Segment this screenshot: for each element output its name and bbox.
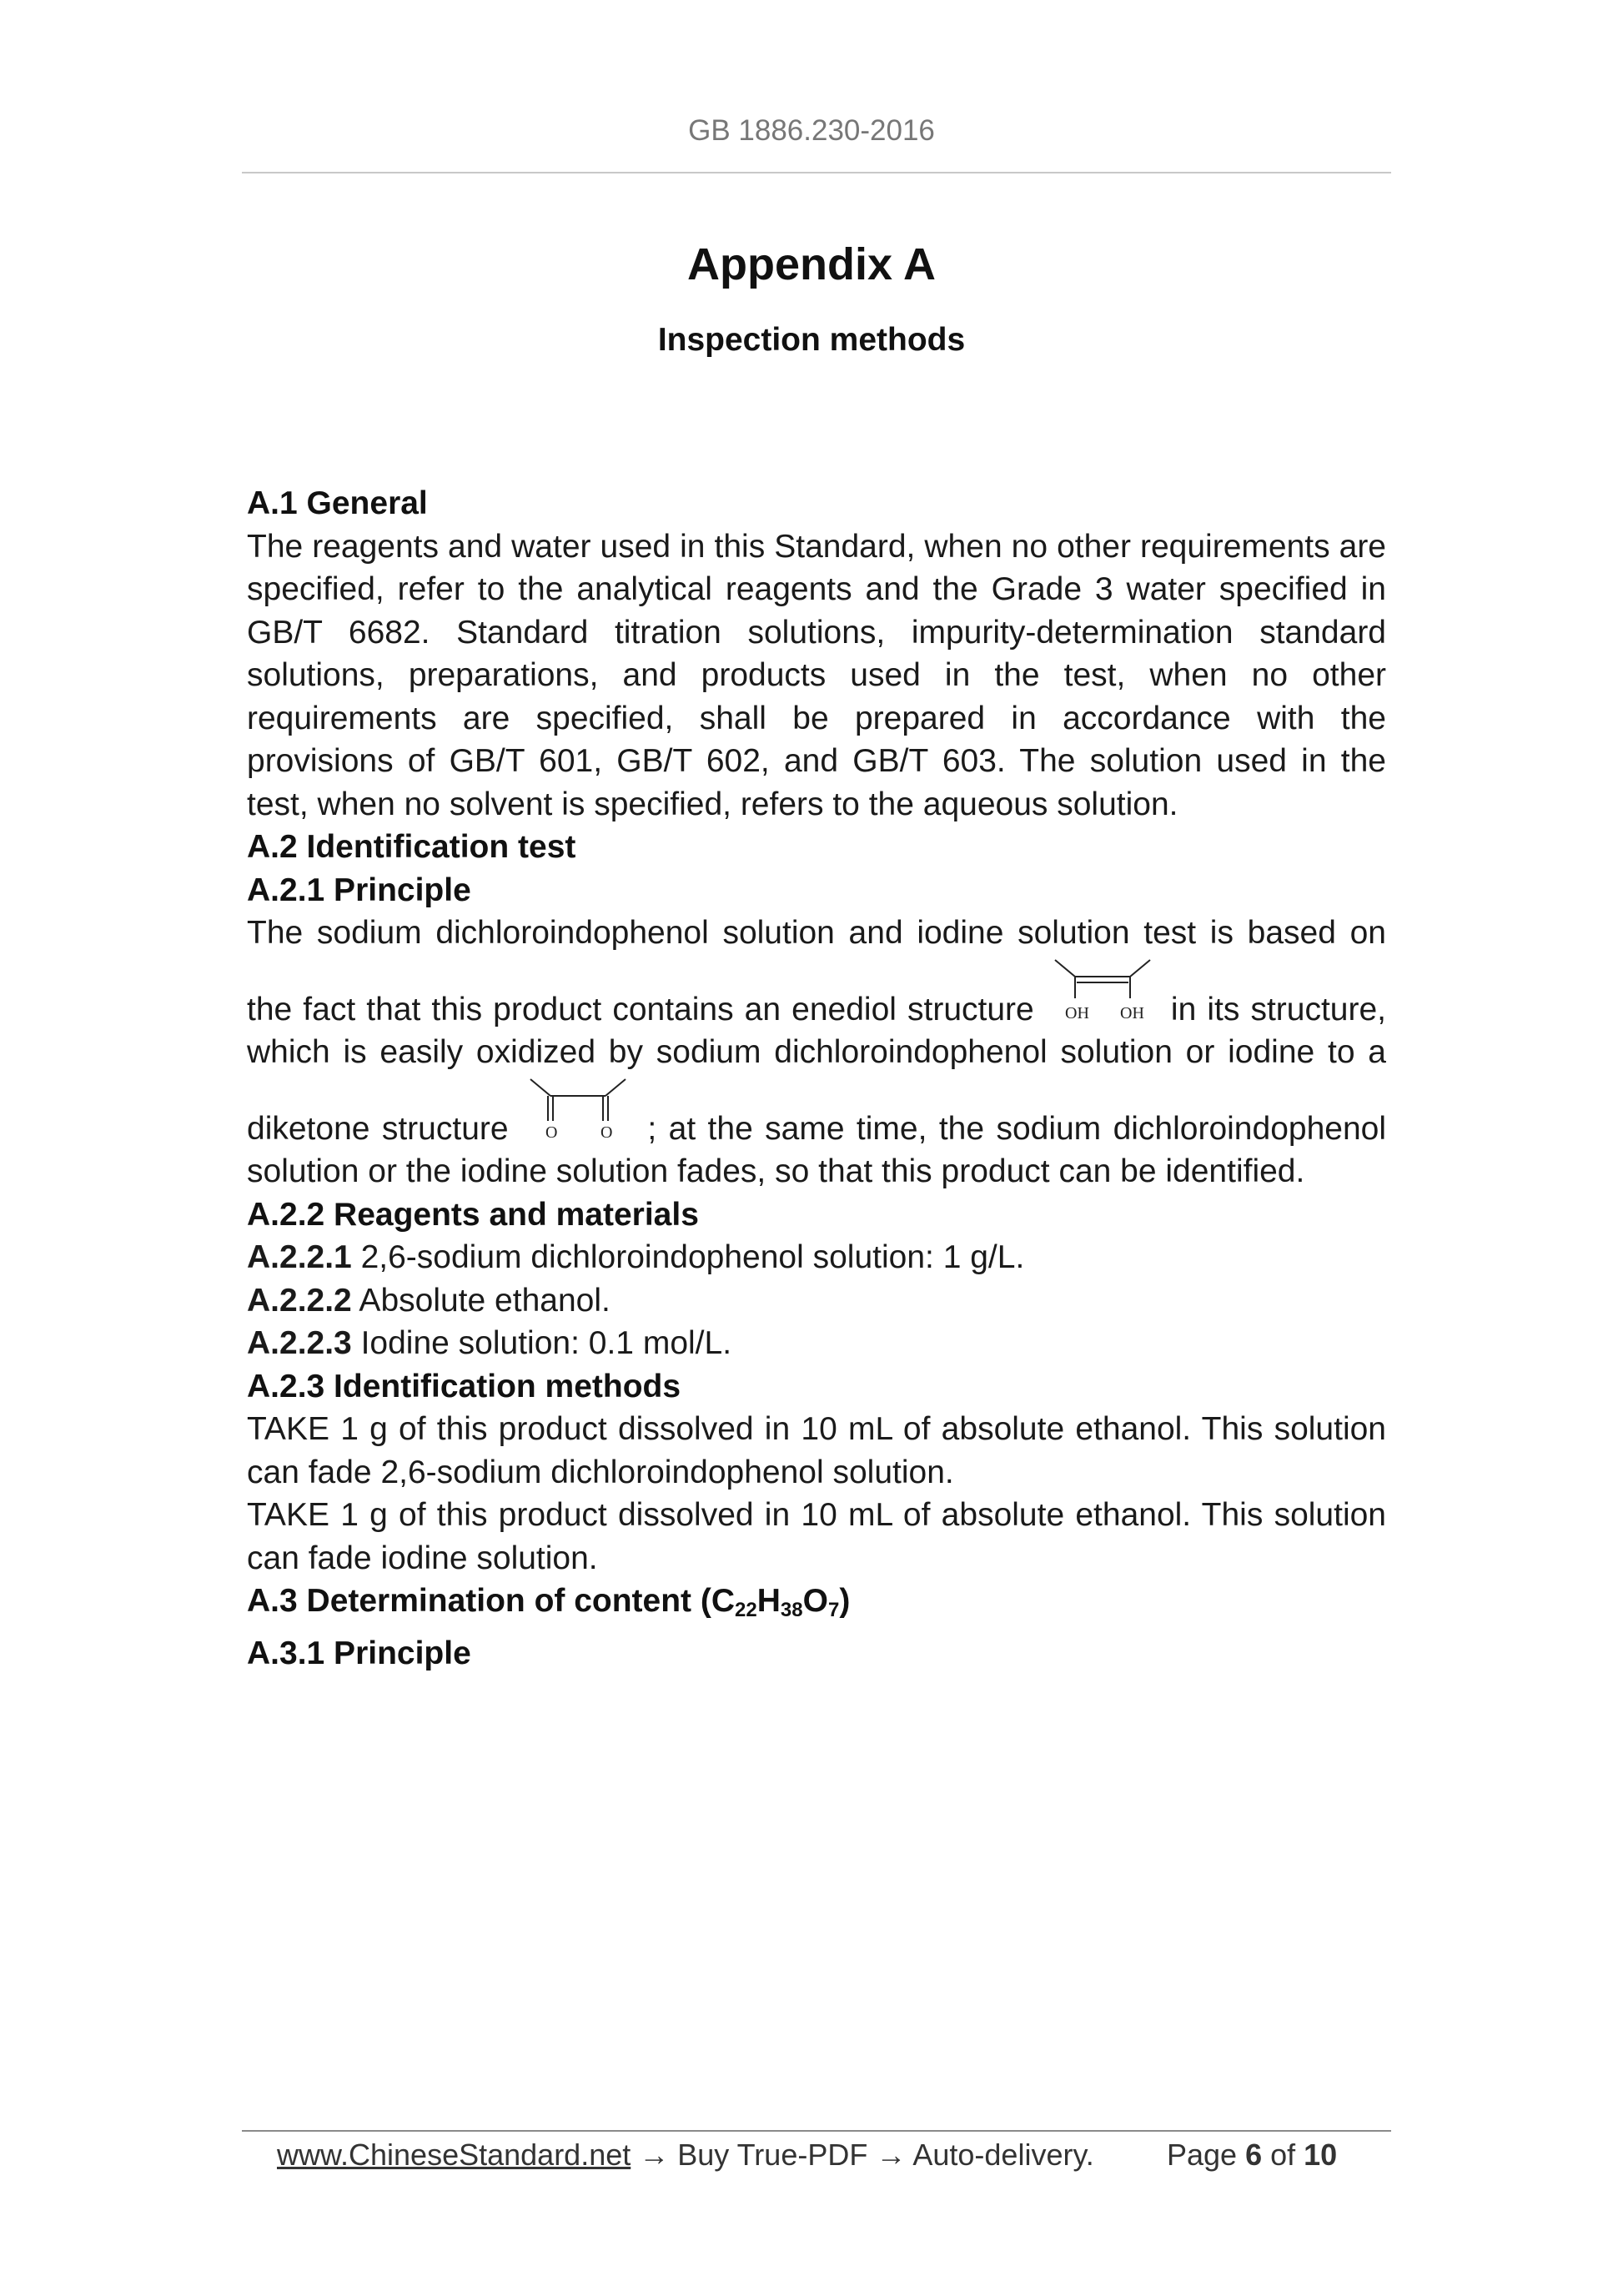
formula-subscript-h: 38	[780, 1599, 803, 1621]
reagent-item	[247, 1322, 1386, 1365]
arrow-1: →	[631, 2138, 678, 2172]
footer-divider	[242, 2130, 1391, 2132]
a3-heading-prefix: A.3 Determination of content (C	[247, 1583, 736, 1619]
section-a1-heading: A.1 General	[247, 485, 428, 521]
page-number: 6	[1245, 2138, 1263, 2172]
section-a3-heading	[247, 1580, 1386, 1632]
section-a21-text	[247, 912, 1386, 1193]
section-a31-heading: A.3.1 Principle	[247, 1635, 471, 1671]
diketone-o-label-1: O	[545, 1123, 558, 1142]
enediol-oh-label-2: OH	[1119, 1003, 1144, 1022]
reagent-number: A.2.2.1	[247, 1239, 352, 1275]
reagent-text: 2,6-sodium dichloroindophenol solution: 1 g/L.	[351, 1239, 1025, 1275]
section-a1-text: The reagents and water used in this Standard, when no other requirements are specified, refer to the analytical reagents and the Grade 3 water specified in GB/T 6682. Standard titration solutions, impurity-determination standard solutions, preparations, and products used in the test, when no other requirements are specified, shall be prepared in accordance with the provisions of GB/T 601, GB/T 602, and GB/T 603. The solution used in the test, when no solvent is specified, refers to the aqueous solution.	[247, 528, 1386, 822]
reagent-item	[247, 1236, 1386, 1279]
enediol-oh-label-1: OH	[1064, 1003, 1089, 1022]
formula-subscript-o: 7	[827, 1599, 840, 1621]
reagent-text: Iodine solution: 0.1 mol/L.	[351, 1325, 732, 1361]
page-indicator	[1167, 2138, 1337, 2173]
principle-text-part-3: ; at the same time, the sodium dichloroindophenol solution or the iodine solution fades, so that this product can be identified.	[247, 1110, 1386, 1189]
header-divider	[242, 172, 1391, 173]
principle-text-part-2: in its structure, which is easily oxidized by sodium dichloroindophenol solution or iodine to a diketone structure	[247, 991, 1387, 1147]
reagent-item	[247, 1279, 1386, 1323]
reagent-number: A.2.2.3	[247, 1325, 352, 1361]
formula-subscript-c: 22	[735, 1599, 757, 1621]
section-a21-heading: A.2.1 Principle	[247, 872, 471, 908]
reagent-text: Absolute ethanol.	[351, 1282, 611, 1319]
diketone-o-label-2: O	[600, 1123, 613, 1142]
appendix-title: Appendix A	[686, 239, 936, 289]
identification-method-1: TAKE 1 g of this product dissolved in 10 mL of absolute ethanol. This solution can fade 2,6-sodium dichloroindophenol solution.	[247, 1411, 1386, 1490]
section-a2-heading: A.2 Identification test	[247, 829, 576, 865]
section-a22-heading: A.2.2 Reagents and materials	[247, 1196, 699, 1233]
auto-delivery-text: Auto-delivery.	[912, 2138, 1094, 2172]
of-word: of	[1262, 2138, 1304, 2172]
diketone-structure-diagram	[525, 1074, 631, 1143]
page-word: Page	[1167, 2138, 1246, 2172]
page-total: 10	[1304, 2138, 1338, 2172]
appendix-subtitle: Inspection methods	[657, 322, 966, 358]
formula-o: O	[802, 1583, 828, 1619]
formula-h: H	[756, 1583, 781, 1619]
site-link[interactable]: www.ChineseStandard.net	[277, 2138, 631, 2172]
identification-method-2: TAKE 1 g of this product dissolved in 10 mL of absolute ethanol. This solution can fade iodine solution.	[247, 1497, 1386, 1576]
buy-pdf-text: Buy True-PDF	[677, 2138, 868, 2172]
section-a23-heading: A.2.3 Identification methods	[247, 1368, 681, 1404]
document-header: GB 1886.230-2016	[688, 114, 935, 147]
enediol-structure-diagram	[1050, 955, 1155, 1023]
reagent-number: A.2.2.2	[247, 1282, 352, 1319]
formula-close: )	[839, 1583, 851, 1619]
principle-text-part-1: The sodium dichloroindophenol solution and iodine solution test is based on the fact that this product contains an enediol structure	[247, 915, 1386, 1027]
arrow-2: →	[867, 2138, 913, 2172]
document-body	[247, 482, 1386, 1675]
document-footer	[277, 2138, 1361, 2173]
